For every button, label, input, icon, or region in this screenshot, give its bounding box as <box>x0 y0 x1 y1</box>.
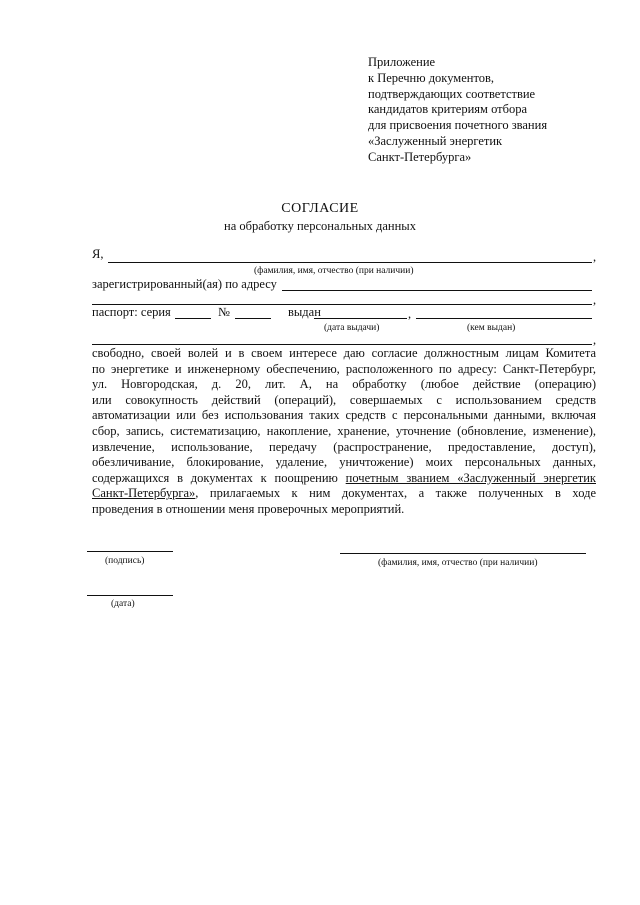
passport-series-field[interactable] <box>175 318 211 319</box>
date-caption: (дата) <box>111 599 135 609</box>
consent-line: извлечение, использование, передачу (распространение, предоставление, доступ), <box>92 439 596 454</box>
appendix-line: кандидатов критериям отбора <box>368 102 528 117</box>
passport-number-label: № <box>218 305 230 319</box>
issued-label: выдан <box>288 305 321 319</box>
consent-line: автоматизации или без использования таких средств с персональными данными, включая <box>92 408 596 423</box>
issued-by-caption: (кем выдан) <box>467 323 516 333</box>
document-subtitle: на обработку персональных данных <box>224 219 416 233</box>
consent-line <box>92 471 596 487</box>
full-name-field[interactable] <box>108 262 592 263</box>
issue-date-caption: (дата выдачи) <box>324 323 380 333</box>
appendix-line: для присвоения почетного звания <box>368 118 548 133</box>
consent-line: проведения в отношении меня проверочных мероприятий. <box>92 501 405 516</box>
issued-by-continuation-field[interactable] <box>92 344 592 345</box>
consent-line: сбор, запись, систематизацию, накопление, хранение, уточнение (обновление, изменение), <box>92 423 596 438</box>
fio-caption: (фамилия, имя, отчество (при наличии) <box>254 266 414 276</box>
signature-field[interactable] <box>87 551 173 552</box>
appendix-line: Санкт-Петербурга» <box>368 149 472 164</box>
signer-name-field[interactable] <box>340 553 586 554</box>
consent-line: обезличивание, блокирование, удаление, уничтожение) моих персональных данных, <box>92 455 596 470</box>
date-field[interactable] <box>87 595 173 596</box>
award-name-part1: почетным званием «Заслуженный энергетик <box>345 470 596 485</box>
appendix-line: к Перечню документов, <box>368 70 495 85</box>
consent-line: по энергетике и инженерному обеспечению, расположенного по адресу: Санкт-Петербург, <box>92 361 596 376</box>
issued-by-field[interactable] <box>416 318 592 319</box>
appendix-line: подтверждающих соответствие <box>368 86 536 101</box>
issue-date-field[interactable] <box>314 318 407 319</box>
appendix-block <box>368 55 618 166</box>
passport-series-label: паспорт: серия <box>92 305 171 319</box>
consent-line <box>92 486 596 502</box>
comma: , <box>408 307 412 321</box>
address-label: зарегистрированный(ая) по адресу <box>92 277 277 291</box>
passport-number-field[interactable] <box>235 318 271 319</box>
consent-line: свободно, своей волей и в своем интересе даю согласие должностным лицам Комитета <box>92 346 596 360</box>
comma: , <box>593 293 597 307</box>
address-field[interactable] <box>282 290 592 291</box>
signature-caption: (подпись) <box>105 556 145 566</box>
consent-fragment: содержащихся в документах к поощрению <box>92 470 338 485</box>
comma: , <box>593 333 597 347</box>
consent-text <box>92 346 596 518</box>
comma: , <box>593 250 597 264</box>
ya-label: Я, <box>92 247 104 261</box>
consent-line: ул. Новгородская, д. 20, лит. А, на обработку (любое действие (операцию) <box>92 377 596 392</box>
appendix-line: «Заслуженный энергетик <box>368 133 503 148</box>
award-name-part2: Санкт-Петербурга» <box>92 486 196 501</box>
consent-fragment: , прилагаемых к ним документах, а также полученных в ходе <box>195 486 596 501</box>
signer-name-caption: (фамилия, имя, отчество (при наличии) <box>378 558 538 568</box>
consent-line: или совокупность действий (операций), совершаемых с использованием средств <box>92 392 596 407</box>
appendix-line: Приложение <box>368 55 436 69</box>
document-title: СОГЛАСИЕ <box>281 201 359 216</box>
